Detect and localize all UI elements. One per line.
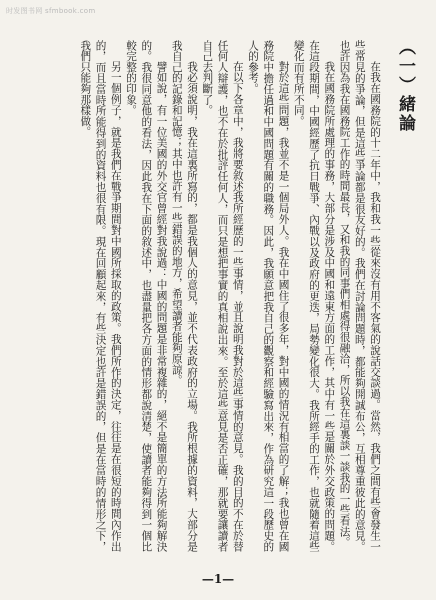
paragraph: 對於這些問題，我並不是一個局外人。我在中國住了很多年，對中國的情況有相當的了解；我也曾在國務院中擔任過和中國問題有關的職務。因此，我願意把我自己的觀察和經驗寫出來，作為研究這一段歷史的人的參考。 <box>247 40 290 552</box>
page-title: （一）緒論 <box>395 38 415 133</box>
paragraph: 在我在國務院的十二年中，我和我一些從來沒有用不客氣的說話交談過。當然，我們之間有些會發生一些常見的爭論，但是這些爭論都是很友好的。我們在討論問題時，都能夠開誠布公，互相尊重彼此的意見。也許因為我在國務院工作的時間最長，又和我的同事們相處得很融洽，所以我在這裏談一談我的一些看法。 <box>338 40 381 552</box>
page-number: —1— <box>201 572 235 586</box>
page-body <box>10 40 382 552</box>
paragraph: 另一個例子，就是我們在戰爭期間對中國所採取的政策。我們所作的決定，往往是在很短的時間內作出的，而且當時所能得到的資料也很有限。現在回顧起來，有些決定也許是錯誤的，但是在當時的情形之下，我們只能夠那樣做。 <box>79 40 122 552</box>
paragraph: 譬如說，有一位美國的外交官曾經對我說過：中國的問題是非常複雜的，絕不是簡單的方法所能夠解決的。我很同意他的看法，因此我在下面的敘述中，也盡量把各方面的情形都說清楚，使讀者能夠得到一個比較完整的印象。 <box>125 40 168 552</box>
site-watermark: 时发图书网 sfmbook.com <box>6 7 96 15</box>
paragraph: 我在國務院所處理的事務，大部分是涉及中國和遠東方面的工作，其中有一些是關於外交政策的問題。在這段期間，中國經歷了抗日戰爭、內戰以及政府的更迭，局勢變化很大。我所經手的工作，也就隨着這些變化而有所不同。 <box>292 40 336 552</box>
paragraph: 在以下各章中，我將要敘述我所經歷的一些事情，並且說明我對於這些事情的意見。我的目的不在於替任何人辯護，也不在於批評任何人，而只是想把事實的真相說出來。至於這些意見是否正確，那就要讓讀者自己去判斷了。 <box>201 40 244 552</box>
paragraph: 我必須說明，我在這裏所寫的，都是我個人的意見，並不代表政府的立場。我所根據的資料，大部分是我自己的記錄和記憶；其中也許有一些錯誤的地方，希望讀者能夠原諒。 <box>170 40 198 552</box>
